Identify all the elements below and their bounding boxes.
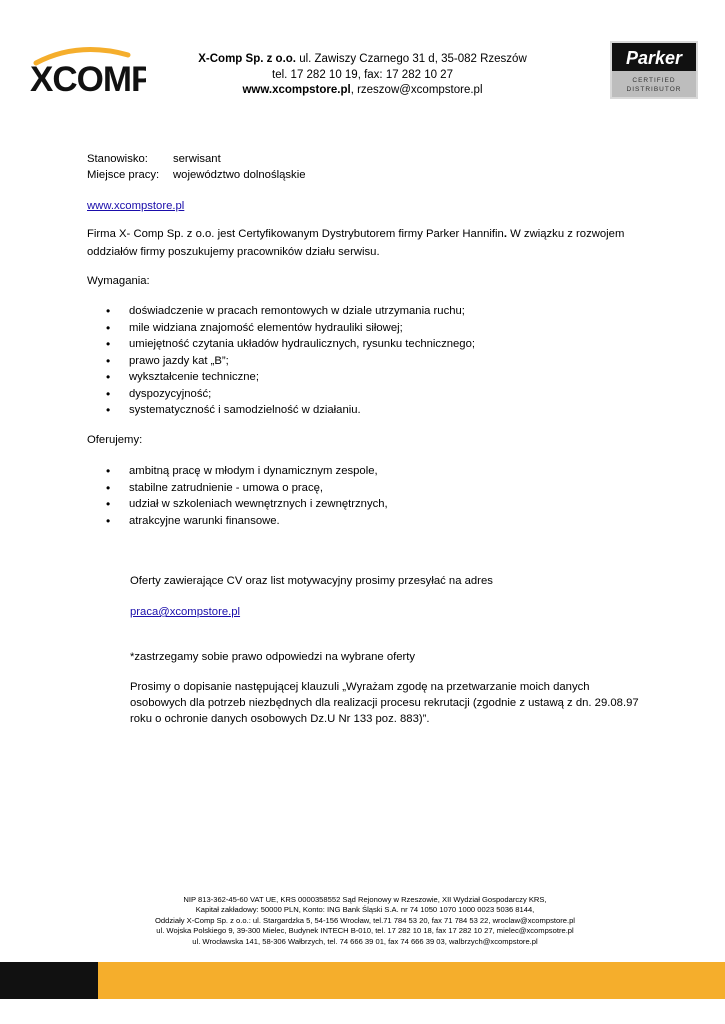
- footer-info: [100, 895, 630, 947]
- location-value: województwo dolnośląskie: [173, 169, 306, 181]
- website-link-row: [87, 198, 184, 214]
- list-item: • atrakcyjne warunki finansowe.: [87, 513, 388, 530]
- intro-line-2: oddziałów firmy poszukujemy pracowników działu serwisu.: [87, 246, 380, 258]
- logo-text: XCOMP: [30, 60, 146, 99]
- list-item: • prawo jazdy kat „B”;: [87, 353, 475, 370]
- position-row: [87, 151, 221, 167]
- intro-text-b: W związku z rozwojem: [506, 228, 625, 240]
- application-text: Oferty zawierające CV oraz list motywacyjny prosimy przesyłać na adres: [130, 575, 493, 587]
- list-item: • dyspozycyjność;: [87, 386, 475, 403]
- offer-list: [87, 463, 388, 529]
- position-value: serwisant: [173, 153, 221, 165]
- clause-line-3: roku o ochronie danych osobowych Dz.U Nr 133 poz. 883)”.: [130, 713, 430, 725]
- footer-line-2: Kapitał zakładowy: 50000 PLN, Konto: ING Bank Śląski S.A. nr 74 1050 1070 1000 0023 5036 8144,: [195, 905, 535, 915]
- company-address: ul. Zawiszy Czarnego 31 d, 35-082 Rzeszów: [296, 53, 527, 65]
- offer-title: Oferujemy:: [87, 434, 143, 446]
- intro-dot: .: [503, 228, 507, 240]
- location-label: Miejsce pracy:: [87, 169, 160, 181]
- website-link[interactable]: www.xcompstore.pl: [87, 200, 185, 212]
- parker-certified-logo: [610, 41, 698, 99]
- parker-logo-text: Parker: [625, 48, 683, 68]
- reserve-note: *zastrzegamy sobie prawo odpowiedzi na wybrane oferty: [130, 651, 416, 663]
- clause-line-1: Prosimy o dopisanie następującej klauzuli „Wyrażam zgodę na przetwarzanie moich danych: [130, 681, 590, 693]
- parker-certified: CERTIFIED: [632, 77, 676, 84]
- list-item: • wykształcenie techniczne;: [87, 369, 475, 386]
- requirements-list: [87, 303, 475, 419]
- list-item: • systematyczność i samodzielność w działaniu.: [87, 402, 475, 419]
- list-item: • udział w szkoleniach wewnętrznych i zewnętrznych,: [87, 496, 388, 513]
- footer-line-1: NIP 813-362-45-60 VAT UE, KRS 0000358552 Sąd Rejonowy w Rzeszowie, XII Wydział Gospodarczy KRS,: [183, 895, 547, 904]
- list-item: • mile widziana znajomość elementów hydrauliki siłowej;: [87, 320, 475, 337]
- clause-line-2: osobowych dla potrzeb niezbędnych dla realizacji procesu rekrutacji (zgodnie z ustawą z dn. 29.08.97: [130, 697, 639, 709]
- position-label: Stanowisko:: [87, 153, 148, 165]
- location-row: [87, 167, 306, 183]
- application-email-row: [130, 604, 240, 620]
- xcomp-logo: [28, 43, 146, 99]
- intro-line-1: [87, 226, 624, 242]
- list-item: • stabilne zatrudnienie - umowa o pracę,: [87, 480, 388, 497]
- footer-line-3: Oddziały X-Comp Sp. z o.o.: ul. Stargardzka 5, 54-156 Wrocław, tel.71 784 53 20, fax 71 784 53 22, wroclaw@xcompstore.pl: [155, 915, 575, 925]
- footer-bar-orange: [98, 962, 725, 999]
- requirements-title: Wymagania:: [87, 275, 150, 287]
- footer-line-4: ul. Wojska Polskiego 9, 39-300 Mielec, Budynek INTECH B-010, tel. 17 282 10 18, fax 17 282 10 27, mielec@xcompsotre.pl: [156, 926, 574, 936]
- intro-text-a: Firma X- Comp Sp. z o.o. jest Certyfikowanym Dystrybutorem firmy Parker Hannifin: [87, 228, 504, 240]
- footer-bar-black: [0, 962, 98, 999]
- header-email[interactable]: , rzeszow@xcompstore.pl: [350, 84, 483, 96]
- footer-line-5: ul. Wrocławska 141, 58-306 Wałbrzych, tel. 74 666 39 01, fax 74 666 39 03, walbrzych@xcompstore.pl: [192, 936, 538, 946]
- header-website[interactable]: www.xcompstore.pl: [242, 84, 351, 96]
- company-header: [150, 52, 575, 99]
- list-item: • ambitną pracę w młodym i dynamicznym zespole,: [87, 463, 388, 480]
- application-email-link[interactable]: praca@xcompstore.pl: [130, 606, 241, 618]
- company-name: X-Comp Sp. z o.o.: [198, 53, 296, 65]
- list-item: • umiejętność czytania układów hydraulicznych, rysunku technicznego;: [87, 336, 475, 353]
- list-item: • doświadczenie w pracach remontowych w dziale utrzymania ruchu;: [87, 303, 475, 320]
- parker-distributor: DISTRIBUTOR: [626, 86, 682, 93]
- company-phone: tel. 17 282 10 19, fax: 17 282 10 27: [272, 68, 453, 81]
